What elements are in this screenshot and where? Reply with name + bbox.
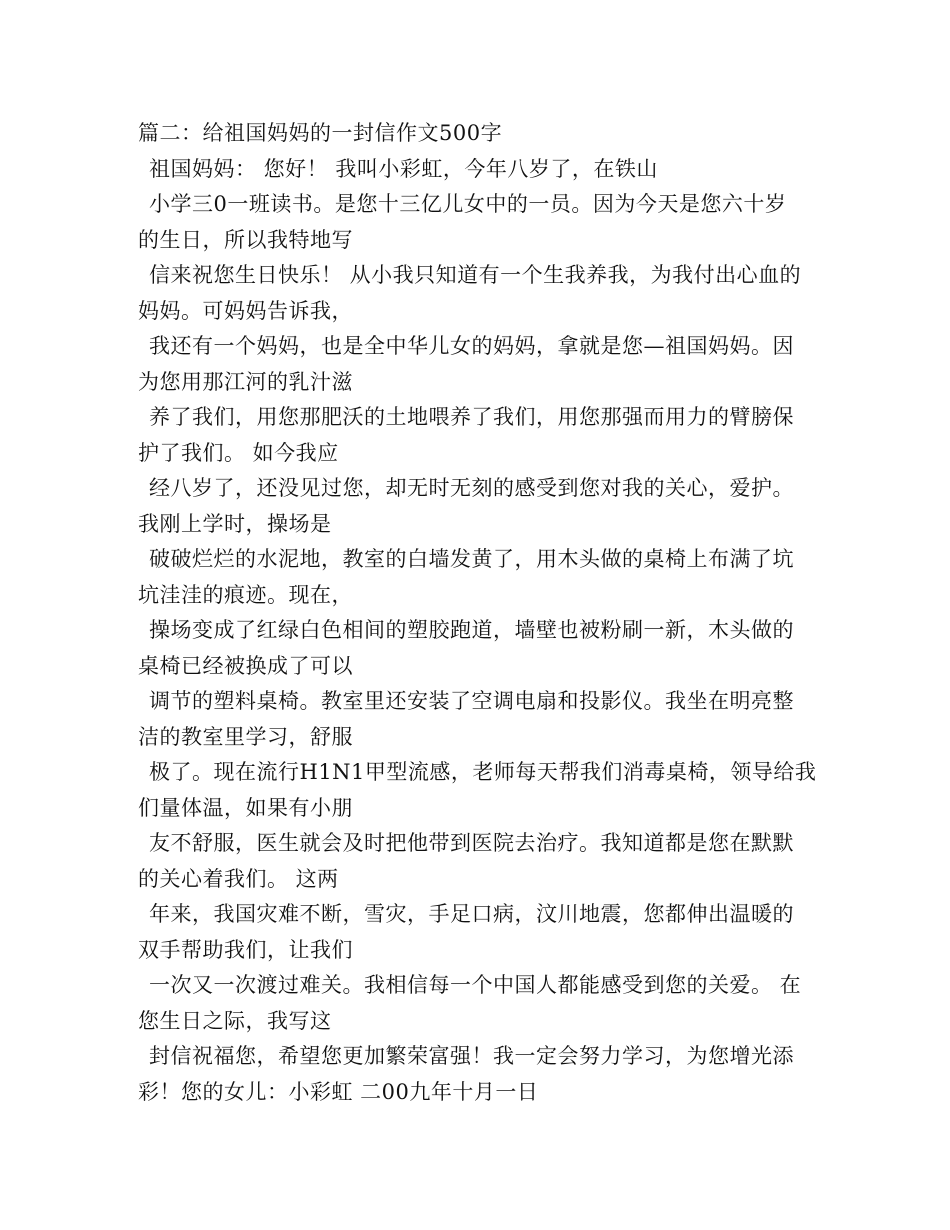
text-line: 妈妈。可妈妈告诉我，: [138, 298, 353, 323]
text-line: 养了我们，用您那肥沃的土地喂养了我们，用您那强而用力的臂膀保: [149, 405, 794, 429]
text-line: 为您用那江河的乳汁滋: [138, 369, 353, 394]
text-line: 的生日，所以我特地写: [138, 227, 353, 252]
document-title: 篇二：给祖国妈妈的一封信作文500字: [138, 121, 503, 145]
text-line: 您生日之际，我写这: [138, 1008, 332, 1033]
text-line: 操场变成了红绿白色相间的塑胶跑道，墙壁也被粉刷一新，木头做的: [149, 618, 794, 642]
text-line: 坑洼洼的痕迹。现在，: [138, 582, 353, 607]
text-line: 小学三0一班读书。是您十三亿儿女中的一员。因为今天是您六十岁: [149, 192, 787, 216]
signature-line: 彩！您的女儿：小彩虹 二00九年十月一日: [138, 1079, 539, 1104]
text-line: 们量体温，如果有小朋: [138, 795, 353, 820]
letter-body: [138, 116, 817, 1110]
text-line: 的关心着我们。 这两: [138, 866, 339, 891]
text-line: 调节的塑料桌椅。教室里还安装了空调电扇和投影仪。我坐在明亮整: [149, 689, 794, 713]
text-line: 我还有一个妈妈，也是全中华儿女的妈妈，拿就是您—祖国妈妈。因: [149, 334, 794, 358]
text-line: 经八岁了，还没见过您，却无时无刻的感受到您对我的关心，爱护。: [149, 476, 794, 500]
text-line: 一次又一次渡过难关。我相信每一个中国人都能感受到您的关爱。 在: [149, 973, 802, 997]
text-line: 极了。现在流行H1N1甲型流感，老师每天帮我们消毒桌椅，领导给我: [149, 760, 817, 784]
text-line: 护了我们。 如今我应: [138, 440, 339, 465]
text-line: 桌椅已经被换成了可以: [138, 653, 353, 678]
text-line: 洁的教室里学习，舒服: [138, 724, 353, 749]
text-line: 双手帮助我们，让我们: [138, 937, 353, 962]
text-line: 信来祝您生日快乐！ 从小我只知道有一个生我养我，为我付出心血的: [149, 263, 802, 287]
text-line: 我刚上学时，操场是: [138, 511, 332, 536]
text-line: 祖国妈妈： 您好！ 我叫小彩虹，今年八岁了，在铁山: [149, 156, 658, 181]
text-line: 友不舒服，医生就会及时把他带到医院去治疗。我知道都是您在默默: [149, 831, 794, 855]
text-line: 破破烂烂的水泥地，教室的白墙发黄了，用木头做的桌椅上布满了坑: [149, 547, 794, 571]
text-line: 年来，我国灾难不断，雪灾，手足口病，汶川地震，您都伸出温暖的: [149, 902, 794, 926]
text-line: 封信祝福您，希望您更加繁荣富强！我一定会努力学习，为您增光添: [149, 1044, 794, 1068]
